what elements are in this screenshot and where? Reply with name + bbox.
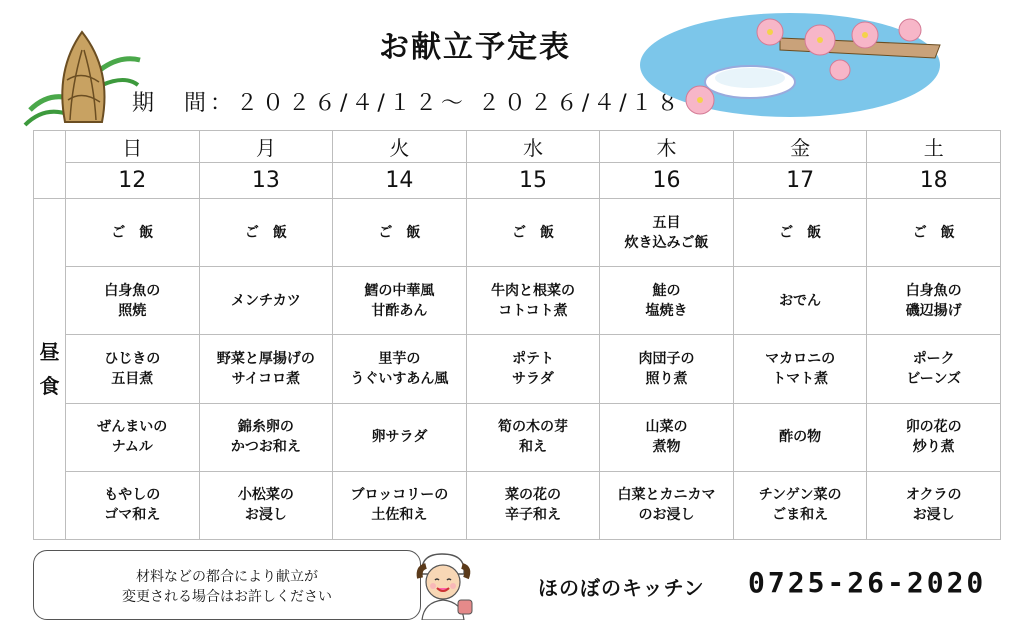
dish-line: マカロニの (765, 350, 836, 367)
dish-line: ご 飯 (779, 224, 822, 241)
dish-cell (867, 267, 1001, 335)
dish-cell (867, 471, 1001, 539)
dish-line: ご 飯 (378, 224, 421, 241)
menu-table (33, 130, 1001, 540)
dish-line: 錦糸卵の (237, 419, 294, 436)
dish-line: ご 飯 (912, 224, 955, 241)
dish-line: 鮭の (652, 282, 681, 299)
dish-line: チンゲン菜の (758, 487, 842, 504)
dish-line: 白身魚の (104, 282, 161, 299)
dish-line: 山菜の (645, 419, 688, 436)
dish-cell (66, 471, 200, 539)
dish-line: 照り煮 (645, 370, 688, 387)
dish-line: ポーク (912, 350, 955, 367)
dish-cell (466, 471, 600, 539)
dish-line: 小松菜の (237, 487, 294, 504)
dish-line: 和え (518, 439, 547, 456)
dish-cell (867, 199, 1001, 267)
dish-line: 白身魚の (905, 282, 962, 299)
corner-cell (34, 131, 66, 199)
dish-cell (600, 267, 734, 335)
dish-line: おでん (779, 292, 822, 309)
dish-line: もやしの (104, 487, 161, 504)
day-date: 16 (600, 163, 734, 199)
dish-cell (466, 199, 600, 267)
dish-line: サイコロ煮 (231, 370, 301, 387)
dish-line: ビーンズ (906, 370, 962, 387)
dish-line: 卯の花の (905, 419, 962, 436)
dish-line: ごま和え (772, 507, 829, 524)
dish-line: トマト煮 (772, 370, 829, 387)
notice-line1: 材料などの都合により献立が (136, 569, 318, 585)
dish-cell (733, 335, 867, 403)
dish-cell (333, 471, 467, 539)
dish-cell (600, 335, 734, 403)
day-name: 金 (733, 131, 867, 163)
dish-line: 五目 (652, 214, 681, 231)
dish-line: コトコト煮 (498, 302, 568, 319)
dish-line: 白菜とカニカマ (617, 487, 716, 504)
dish-line: 野菜と厚揚げの (216, 350, 315, 367)
notice-bubble (33, 550, 421, 620)
dish-line: ひじきの (104, 350, 161, 367)
day-name: 月 (199, 131, 333, 163)
dish-cell (867, 403, 1001, 471)
dish-cell (466, 267, 600, 335)
dish-cell (600, 199, 734, 267)
dish-line: ナムル (111, 439, 153, 456)
dish-line: ご 飯 (244, 224, 287, 241)
day-date: 13 (199, 163, 333, 199)
dish-cell (733, 471, 867, 539)
meal-label-line2: 食 (39, 374, 60, 398)
dish-line: オクラの (905, 487, 962, 504)
dish-cell (199, 199, 333, 267)
dish-line: のお浸し (638, 507, 695, 524)
dish-line: 塩焼き (645, 302, 688, 319)
bamboo-shoot-icon (20, 30, 145, 130)
dish-line: 辛子和え (504, 507, 561, 524)
dish-line: メンチカツ (230, 292, 301, 309)
day-date: 18 (867, 163, 1001, 199)
dish-cell (333, 199, 467, 267)
dish-line: 鱈の中華風 (364, 282, 435, 299)
kitchen-name: ほのぼのキッチン (538, 576, 705, 600)
dish-line: 牛肉と根菜の (490, 282, 575, 299)
period-text: 期 間：２０２６/４/１２～ ２０２６/４/１８ (132, 91, 683, 116)
dish-line: 筍の木の芽 (497, 419, 568, 436)
dish-cell (600, 471, 734, 539)
dish-cell (733, 267, 867, 335)
dish-cell (733, 403, 867, 471)
dish-line: 酢の物 (779, 429, 822, 446)
day-date: 17 (733, 163, 867, 199)
dish-line: ご 飯 (111, 224, 154, 241)
dish-line: 菜の花の (504, 487, 561, 504)
sakura-sake-icon (640, 10, 950, 120)
dish-line: ご 飯 (511, 224, 554, 241)
dish-line: 甘酢あん (371, 302, 428, 319)
phone-number: 0725-26-2020 (748, 566, 987, 599)
meal-label (34, 199, 66, 540)
dish-cell (867, 335, 1001, 403)
day-name: 日 (66, 131, 200, 163)
dish-line: ゴマ和え (104, 507, 161, 524)
dish-cell (199, 335, 333, 403)
dish-line: お浸し (912, 507, 955, 524)
dish-line: お浸し (244, 507, 287, 524)
day-name: 木 (600, 131, 734, 163)
dish-line: 卵サラダ (371, 429, 428, 446)
dish-line: 五目煮 (111, 370, 154, 387)
dish-cell (199, 403, 333, 471)
dish-line: 照焼 (118, 302, 147, 319)
day-date: 15 (466, 163, 600, 199)
dish-cell (600, 403, 734, 471)
notice-line2: 変更される場合はお許しください (122, 589, 332, 605)
day-date: 14 (333, 163, 467, 199)
dish-line: ブロッコリーの (350, 487, 449, 504)
dish-line: うぐいすあん風 (350, 370, 449, 387)
chef-icon (408, 548, 478, 620)
dish-cell (466, 335, 600, 403)
day-name: 土 (867, 131, 1001, 163)
dish-line: ぜんまいの (97, 419, 168, 436)
dish-line: 炒り煮 (912, 439, 955, 456)
day-name: 火 (333, 131, 467, 163)
dish-cell (66, 403, 200, 471)
dish-cell (66, 267, 200, 335)
dish-line: 肉団子の (638, 350, 695, 367)
dish-line: 里芋の (378, 350, 421, 367)
day-name: 水 (466, 131, 600, 163)
dish-cell (333, 267, 467, 335)
dish-line: 炊き込みご飯 (624, 234, 709, 251)
dish-cell (333, 403, 467, 471)
dish-cell (733, 199, 867, 267)
dish-cell (66, 199, 200, 267)
day-date: 12 (66, 163, 200, 199)
dish-cell (466, 403, 600, 471)
dish-line: かつお和え (230, 439, 301, 456)
dish-cell (199, 267, 333, 335)
dish-line: 磯辺揚げ (905, 302, 962, 319)
dish-line: 土佐和え (371, 507, 428, 524)
page-title: お献立予定表 (379, 30, 571, 65)
meal-label-line1: 昼 (39, 340, 60, 364)
dish-line: サラダ (512, 370, 554, 387)
dish-line: 煮物 (652, 439, 681, 456)
dish-cell (199, 471, 333, 539)
dish-line: ポテト (511, 350, 554, 367)
dish-cell (333, 335, 467, 403)
dish-cell (66, 335, 200, 403)
